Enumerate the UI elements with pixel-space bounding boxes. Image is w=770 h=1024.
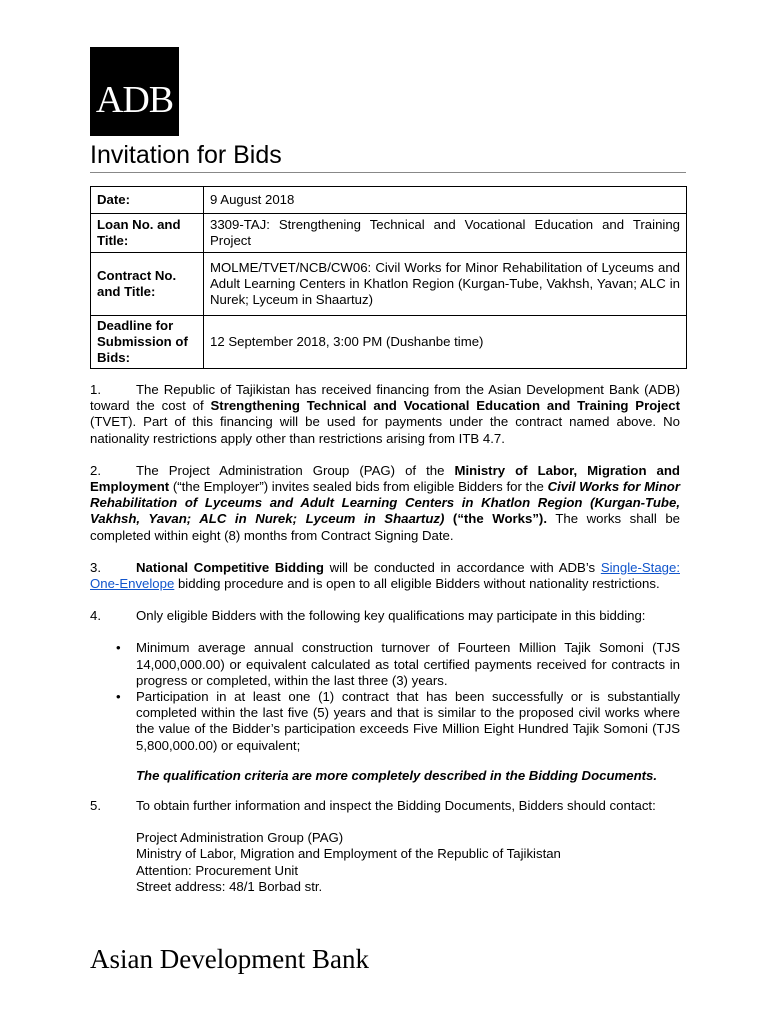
footer-bank-name: Asian Development Bank — [90, 944, 369, 974]
paragraph-number: 5. — [90, 798, 101, 814]
contract-value: MOLME/TVET/NCB/CW06: Civil Works for Minor Rehabilitation of Lyceums and Adult Learning Centers in Khatlon Region (Kurgan-Tube, Vakhsh, Yavan; ALC in Nurek; Lyceum in Shaartuz) — [204, 253, 687, 316]
p3-text-c: bidding procedure and is open to all eligible Bidders without nationality restrictions. — [174, 576, 660, 592]
page-title: Invitation for Bids — [90, 141, 282, 169]
list-item: • Minimum average annual construction turnover of Fourteen Million Tajik Somoni (TJS 14,000,000.00) or equivalent calculated as total certified payments received for contracts in progress or completed, within the last three (3) years. — [136, 640, 680, 689]
p3-ncb: National Competitive Bidding — [136, 559, 324, 575]
paragraph-number: 1. — [90, 382, 101, 397]
table-row — [91, 214, 687, 253]
paragraph-number: 3. — [90, 559, 101, 575]
procedure-link[interactable]: Single-Stage: One-Envelope — [90, 559, 680, 592]
p2-text-c: (“the Employer”) invites sealed bids from eligible Bidders for the — [169, 479, 548, 495]
table-row — [91, 187, 687, 214]
paragraph-3 — [90, 560, 680, 592]
p5-text: To obtain further information and inspect the Bidding Documents, Bidders should contact: — [136, 798, 656, 814]
paragraph-1 — [90, 382, 680, 447]
p4-text: Only eligible Bidders with the following key qualifications may participate in this bidding: — [136, 608, 646, 624]
qualification-note: The qualification criteria are more completely described in the Bidding Documents. — [136, 767, 658, 783]
contact-address — [136, 830, 680, 895]
paragraph-5 — [90, 798, 680, 814]
loan-label: Loan No. and Title: — [91, 214, 204, 253]
address-line: Project Administration Group (PAG) — [136, 830, 344, 846]
adb-logo — [90, 47, 179, 136]
p2-ministry: Ministry of Labor, Migration and Employment — [90, 462, 680, 495]
date-value: 9 August 2018 — [204, 187, 687, 214]
table-row — [91, 316, 687, 369]
paragraph-2 — [90, 463, 680, 544]
qualification-list — [90, 640, 680, 753]
p2-works-title: Civil Works for Minor Rehabilitation of Lyceums and Adult Learning Centers in Khatlon Region (Kurgan-Tube, Vakhsh, Yavan; ALC in Nurek; Lyceum in Shaartuz) — [90, 479, 680, 527]
address-line: Attention: Procurement Unit — [136, 862, 298, 878]
address-line: Ministry of Labor, Migration and Employment of the Republic of Tajikistan — [136, 846, 561, 862]
date-label: Date: — [91, 187, 204, 214]
p2-the-works: (“the Works”). — [444, 511, 547, 527]
p1-text-c: (TVET). Part of this financing will be used for payments under the contract named above. No nationality restrictions apply other than restrictions arising from ITB 4.7. — [90, 414, 680, 446]
p1-project-name: Strengthening Technical and Vocational Education and Training Project — [210, 398, 680, 414]
deadline-value: 12 September 2018, 3:00 PM (Dushanbe time) — [204, 316, 687, 369]
paragraph-number: 2. — [90, 462, 101, 478]
adb-logo-text: ADB — [95, 79, 174, 121]
contract-label: Contract No. and Title: — [91, 253, 204, 316]
paragraph-number: 4. — [90, 608, 101, 624]
title-divider — [90, 172, 686, 173]
bid-info-table — [90, 186, 687, 369]
p1-text-a: The Republic of Tajikistan has received financing from the Asian Development Bank (ADB) toward the cost of — [90, 382, 680, 414]
document-body — [90, 382, 680, 895]
address-line: Street address: 48/1 Borbad str. — [136, 878, 323, 894]
p2-text-a: The Project Administration Group (PAG) of the — [136, 462, 455, 478]
list-item: • Participation in at least one (1) contract that has been successfully or is substantially completed within the last five (5) years and that is similar to the proposed civil works where the value of the Bidder’s participation exceeds Five Million Eight Hundred Tajik Somoni (TJS 5,800,000.00) or equivalent; — [136, 689, 680, 754]
paragraph-4 — [90, 608, 680, 624]
deadline-label: Deadline for Submission of Bids: — [91, 316, 204, 369]
table-row — [91, 253, 687, 316]
p3-text-b: will be conducted in accordance with ADB’s — [323, 559, 601, 575]
loan-value: 3309-TAJ: Strengthening Technical and Vocational Education and Training Project — [204, 214, 687, 253]
p2-text-f: The works shall be completed within eight (8) months from Contract Signing Date. — [90, 511, 681, 543]
